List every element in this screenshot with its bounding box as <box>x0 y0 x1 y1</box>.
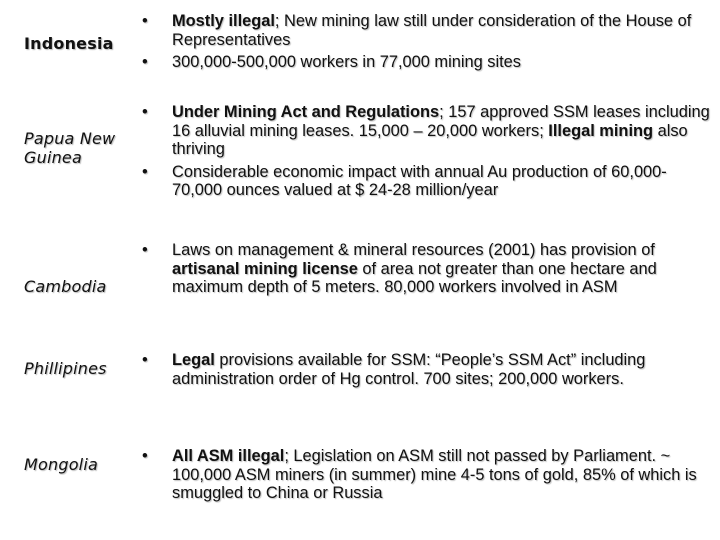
bullet-item <box>142 163 710 200</box>
bullet-dot: • <box>142 53 148 71</box>
bullet-list-mongolia <box>142 447 710 503</box>
bullet-bold-text: All ASM illegal <box>172 447 285 465</box>
bullet-list-indonesia <box>142 12 710 72</box>
bullet-bold-text-2: artisanal mining license <box>172 259 358 278</box>
bullet-bold-text: Under Mining Act and Regulations <box>172 103 440 121</box>
bullet-item <box>142 351 710 388</box>
bullet-text: ; 157 approved SSM leases including 16 alluvial mining leases. 15,000 – 20,000 workers; <box>172 103 710 140</box>
bullet-text: 300,000-500,000 workers in 77,000 mining sites <box>172 53 521 71</box>
country-label-papua-new-guinea: Papua New Guinea <box>24 129 116 167</box>
bullet-bold-text: Mostly illegal <box>172 12 275 30</box>
country-label-cambodia: Cambodia <box>24 277 107 296</box>
bullet-text: ; Legislation on ASM still not passed by Parliament. ~ 100,000 ASM miners (in summer) mine 4-5 tons of gold, 85% of which is smuggled to China or Russia <box>172 447 697 502</box>
country-label-indonesia: Indonesia <box>24 34 114 53</box>
bullet-text-2: also thriving <box>172 121 688 158</box>
bullet-bold-text-2: Illegal mining <box>548 121 654 140</box>
bullet-bold-text: Legal <box>172 351 215 369</box>
bullet-text: Considerable economic impact with annual Au production of 60,000-70,000 ounces valued at $ 24-28 million/year <box>172 162 667 199</box>
bullet-text: ; New mining law still under consideration of the House of Representatives <box>172 12 692 49</box>
bullet-item <box>142 447 710 503</box>
bullet-item <box>142 241 710 297</box>
bullet-dot: • <box>142 162 148 181</box>
bullet-list-papua-new-guinea <box>142 103 710 200</box>
bullet-text: provisions available for SSM: “People’s SSM Act” including administration order of Hg control. 700 sites; 200,000 workers. <box>172 351 646 388</box>
bullet-item <box>142 53 710 72</box>
bullet-text: Laws on management & mineral resources (2001) has provision of <box>172 241 655 259</box>
bullet-dot: • <box>142 447 148 465</box>
country-label-phillipines: Phillipines <box>24 359 107 378</box>
bullet-item <box>142 103 710 159</box>
bullet-dot: • <box>142 103 148 121</box>
bullet-dot: • <box>142 241 148 259</box>
bullet-text-2: of area not greater than one hectare and maximum depth of 5 meters. 80,000 workers involved in ASM <box>172 259 657 296</box>
bullet-list-cambodia <box>142 241 710 297</box>
bullet-list-phillipines <box>142 351 710 388</box>
country-label-mongolia: Mongolia <box>24 455 98 474</box>
bullet-item <box>142 12 710 49</box>
bullet-dot: • <box>142 351 148 369</box>
bullet-dot: • <box>142 12 148 30</box>
